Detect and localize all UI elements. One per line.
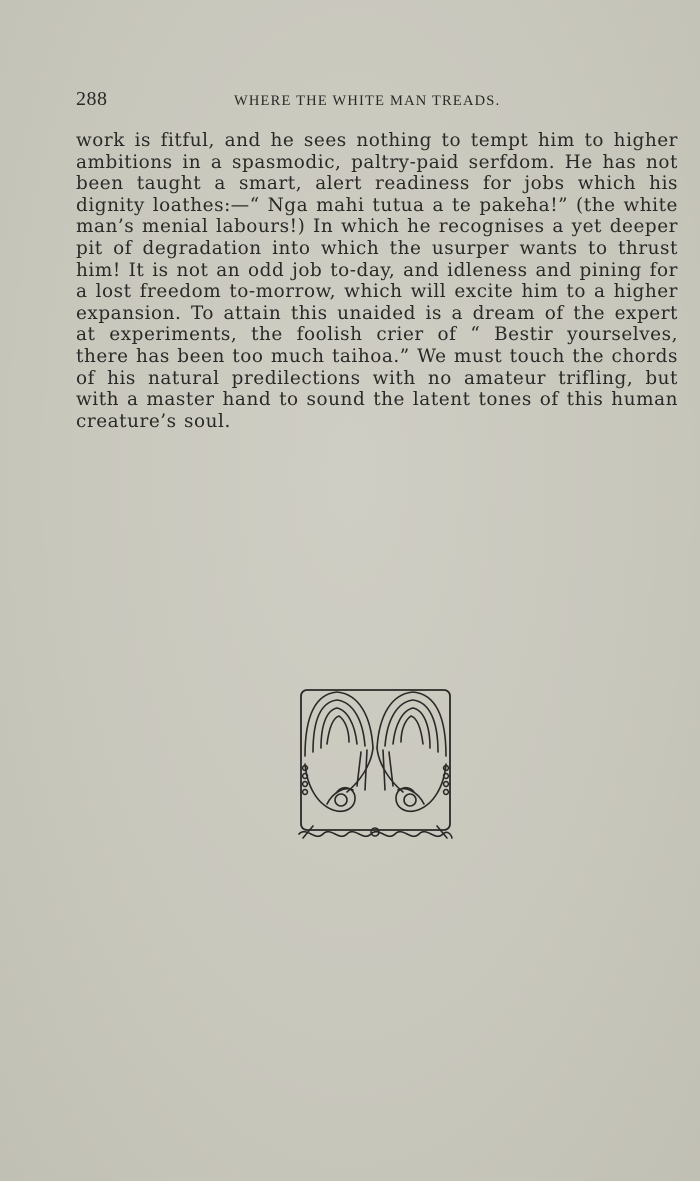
body-paragraph: work is fitful, and he sees nothing to tempt him to higher ambitions in a spasmodic, paltry-paid serfdom. He has not been taught a smart, alert readiness for jobs which his dignity loathes:—“ Nga mahi tutua a te pakeha!” (the white man’s menial labours!) In which he recognises a yet deeper pit of degradation into which the usurper wants to thrust him! It is not an odd job to-day, and idleness and pining for a lost freedom to-morrow, which will excite him to a higher expansion. To attain this unaided is a dream of the expert at experiments, the foolish crier of “ Bestir yourselves, there has been too much taihoa.” We must touch the chords of his natural predilections with no amateur trifling, but with a master hand to sound the latent tones of this human creature’s soul.	[76, 130, 678, 432]
page-number: 288	[76, 88, 108, 110]
running-head	[76, 88, 680, 112]
tailpiece-ornament-icon	[297, 686, 454, 842]
running-title: WHERE THE WHITE MAN TREADS.	[234, 93, 501, 109]
